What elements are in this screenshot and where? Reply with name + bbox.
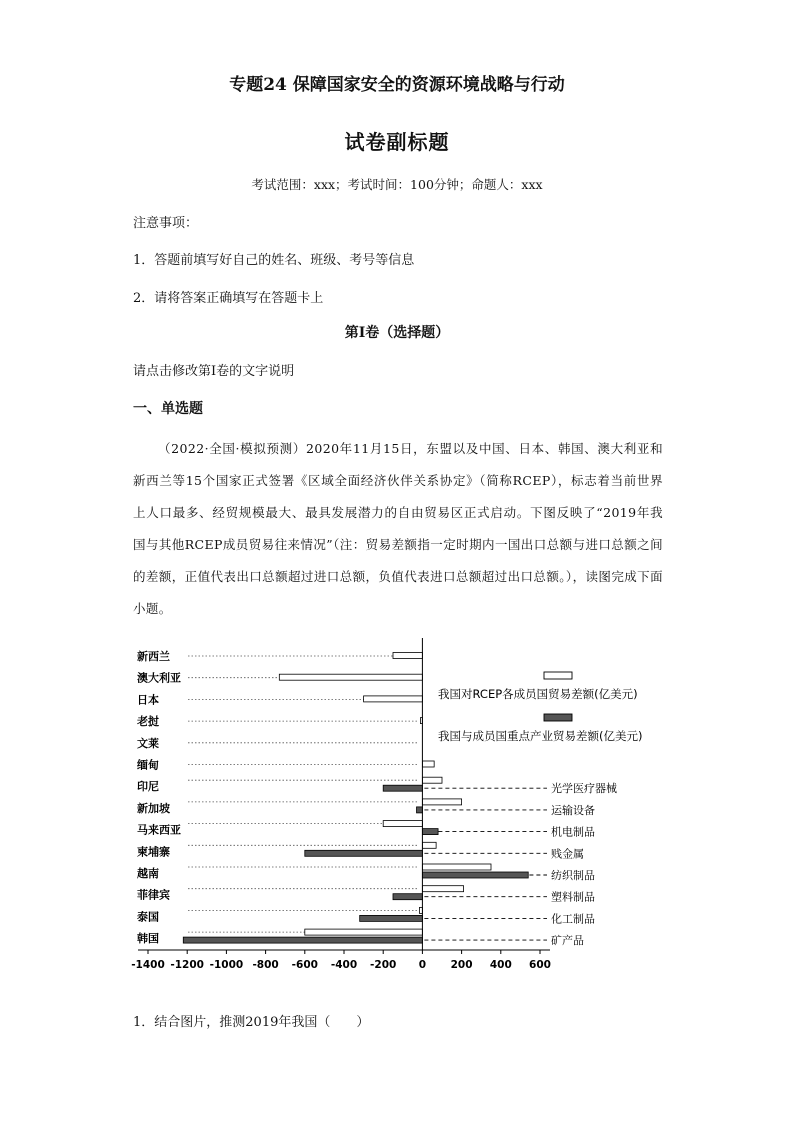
bar-balance: [422, 777, 442, 783]
legend-swatch-balance: [544, 672, 572, 679]
bar-industry: [360, 915, 423, 921]
bar-industry: [417, 807, 423, 813]
category-label: 新加坡: [137, 801, 170, 815]
category-label: 柬埔寨: [137, 845, 170, 859]
x-tick-label: -1400: [131, 959, 165, 971]
document-subtitle: 试卷副标题: [344, 130, 450, 154]
chart-legend: [438, 672, 642, 743]
bar-industry: [183, 937, 422, 943]
category-label: 缅甸: [137, 758, 159, 772]
section-description: 请点击修改第I卷的文字说明: [133, 364, 295, 379]
legend-label-industry: 我国与成员国重点产业贸易差额(亿美元): [438, 729, 643, 743]
category-label: 韩国: [137, 932, 159, 946]
passage: [133, 433, 663, 625]
x-tick-label: -400: [330, 959, 358, 971]
section-title: 第I卷（选择题）: [344, 325, 450, 341]
legend-swatch-industry: [544, 714, 572, 721]
x-tick-label: 200: [450, 959, 473, 971]
industry-label: 运输设备: [551, 803, 595, 817]
bar-industry: [383, 785, 422, 791]
bar-balance: [364, 696, 423, 702]
bar-industry: [422, 872, 528, 878]
x-tick-label: 400: [489, 959, 512, 971]
industry-label: 机电制品: [551, 825, 595, 839]
bar-balance: [422, 761, 434, 767]
bar-balance: [422, 886, 463, 892]
bar-balance: [305, 929, 423, 935]
x-tick-label: -1200: [170, 959, 204, 971]
trade-balance-chart: [0, 630, 794, 980]
category-label: 泰国: [137, 910, 159, 924]
category-label: 文莱: [137, 736, 159, 750]
passage-text: （2022·全国·模拟预测）2020年11月15日，东盟以及中国、日本、韩国、澳大利亚和新西兰等15个国家正式签署《区域全面经济伙伴关系协定》（简称RCEP），标志着当前世界上人口最多、经贸规模最大、最具发展潜力的自由贸易区正式启动。下图反映了“2019年我国与其他RCEP成员贸易往来情况”（注：贸易差额指一定时期内一国出口总额与进口总额之间的差额，正值代表出口总额超过进口总额，负值代表进口总额超过出口总额。），读图完成下面小题。: [133, 441, 663, 616]
bar-industry: [305, 850, 423, 856]
category-label: 日本: [137, 693, 159, 707]
industry-label: 光学医疗器械: [551, 782, 617, 796]
bar-balance: [422, 864, 491, 870]
bar-balance: [393, 653, 422, 659]
exam-info: 考试范围：xxx；考试时间：100分钟；命题人：xxx: [251, 177, 543, 192]
x-tick-label: -600: [291, 959, 318, 971]
category-label: 马来西亚: [137, 823, 181, 837]
category-label: 老挝: [137, 715, 159, 729]
legend-label-balance: 我国对RCEP各成员国贸易差额(亿美元): [438, 687, 638, 701]
bar-balance: [383, 821, 422, 827]
category-label: 菲律宾: [137, 888, 170, 902]
x-tick-label: 600: [529, 959, 551, 971]
x-tick-label: 0: [418, 959, 427, 971]
x-tick-label: -1000: [209, 959, 244, 971]
industry-label: 塑料制品: [551, 890, 595, 904]
category-label: 澳大利亚: [137, 671, 181, 685]
category-label: 印尼: [137, 780, 159, 794]
bar-industry: [393, 894, 422, 900]
industry-label: 贱金属: [551, 847, 584, 861]
bar-balance: [279, 674, 422, 680]
bar-balance: [422, 842, 436, 848]
industry-label: 矿产品: [551, 934, 584, 948]
category-label: 新西兰: [137, 650, 170, 663]
notice-heading: 注意事项：: [133, 216, 199, 231]
x-tick-label: -200: [370, 959, 397, 971]
industry-label: 化工制品: [551, 912, 595, 926]
bar-industry: [422, 829, 438, 835]
industry-label: 纺织制品: [551, 869, 595, 882]
part-heading: 一、单选题: [133, 401, 203, 417]
notice-item-2: 2．请将答案正确填写在答题卡上: [133, 291, 324, 306]
x-tick-label: -800: [252, 959, 279, 971]
question-1: 1．结合图片，推测2019年我国（ ）: [133, 1015, 370, 1030]
notice-item-1: 1．答题前填写好自己的姓名、班级、考号等信息: [133, 253, 415, 268]
bar-balance: [422, 799, 461, 805]
document-title: 专题24 保障国家安全的资源环境战略与行动: [229, 75, 565, 95]
category-label: 越南: [137, 867, 159, 880]
